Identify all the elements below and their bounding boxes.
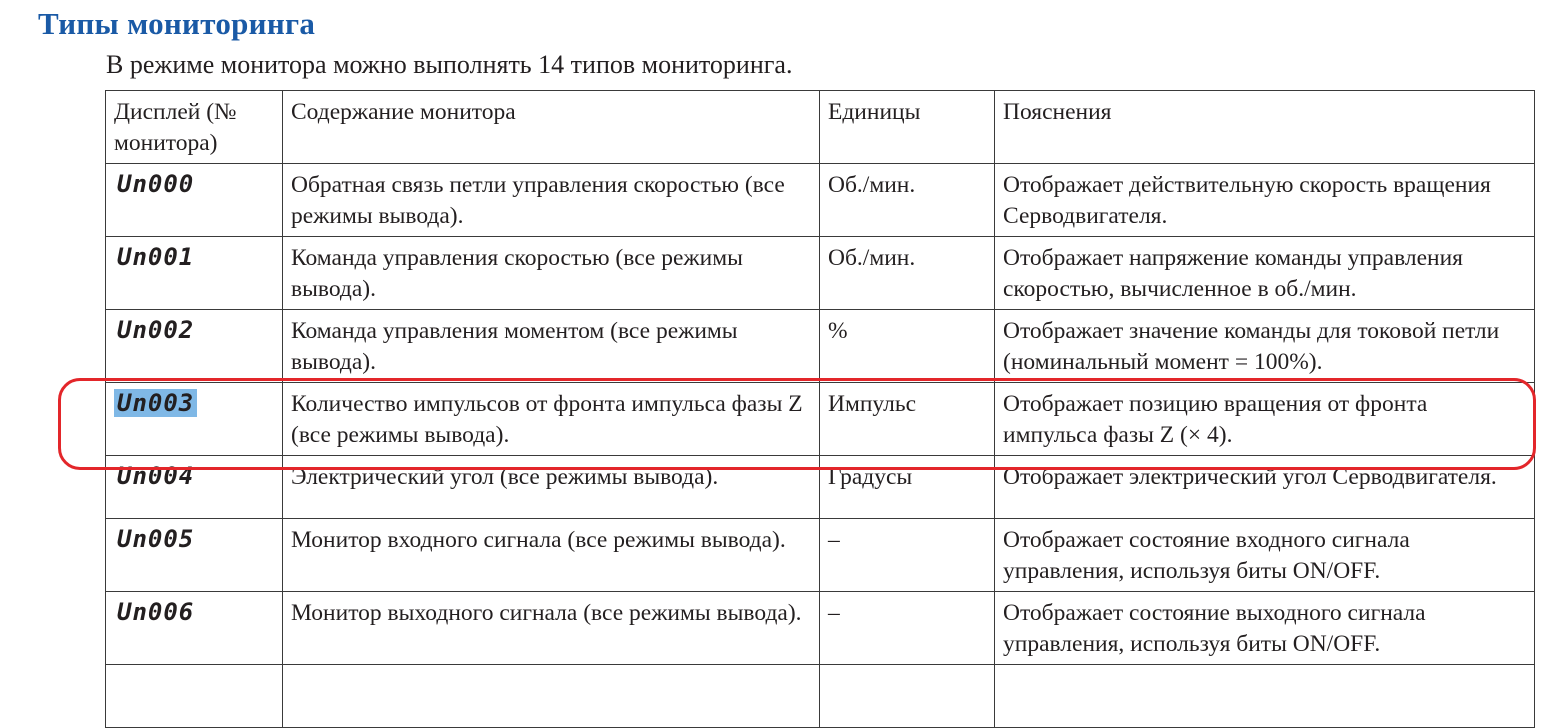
content-cell: Команда управления моментом (все режимы вывода). [283, 310, 820, 383]
units-cell: Об./мин. [820, 237, 995, 310]
seven-segment-code: Un000 [117, 170, 195, 198]
seven-segment-code: Un001 [117, 243, 195, 271]
table-row [106, 310, 1535, 383]
display-cell [106, 665, 283, 728]
column-header-content: Содержание монитора [283, 91, 820, 164]
seven-segment-code: Un006 [117, 598, 195, 626]
table-header-row [106, 91, 1535, 164]
table-row-highlighted [106, 383, 1535, 456]
units-cell: Импульс [820, 383, 995, 456]
notes-cell: Отображает напряжение команды управления скоростью, вычисленное в об./мин. [995, 237, 1535, 310]
content-cell: Команда управления скоростью (все режимы вывода). [283, 237, 820, 310]
table-row [106, 164, 1535, 237]
notes-cell: Отображает состояние выходного сигнала управления, используя биты ON/OFF. [995, 592, 1535, 665]
content-cell [283, 665, 820, 728]
content-cell: Монитор выходного сигнала (все режимы вывода). [283, 592, 820, 665]
display-cell [106, 164, 283, 237]
seven-segment-code: Un004 [117, 462, 195, 490]
units-cell: Об./мин. [820, 164, 995, 237]
display-cell [106, 310, 283, 383]
display-cell [106, 519, 283, 592]
column-header-units: Единицы [820, 91, 995, 164]
notes-cell [995, 665, 1535, 728]
table-row [106, 237, 1535, 310]
units-cell: – [820, 592, 995, 665]
units-cell: % [820, 310, 995, 383]
content-cell: Монитор входного сигнала (все режимы вывода). [283, 519, 820, 592]
notes-cell: Отображает состояние входного сигнала управления, используя биты ON/OFF. [995, 519, 1535, 592]
display-cell [106, 383, 283, 456]
table-row [106, 592, 1535, 665]
seven-segment-code: Un002 [117, 316, 195, 344]
column-header-notes: Пояснения [995, 91, 1535, 164]
intro-text: В режиме монитора можно выполнять 14 типов мониторинга. [106, 50, 793, 79]
display-cell [106, 592, 283, 665]
table-row [106, 519, 1535, 592]
units-cell [820, 665, 995, 728]
units-cell: – [820, 519, 995, 592]
notes-cell: Отображает действительную скорость вращения Серводвигателя. [995, 164, 1535, 237]
content-cell: Количество импульсов от фронта импульса фазы Z (все режимы вывода). [283, 383, 820, 456]
seven-segment-code: Un005 [117, 525, 195, 553]
table-row [106, 456, 1535, 519]
display-cell [106, 237, 283, 310]
content-cell: Обратная связь петли управления скоростью (все режимы вывода). [283, 164, 820, 237]
page-title: Типы мониторинга [38, 6, 316, 41]
monitor-types-table [105, 90, 1535, 728]
column-header-display: Дисплей (№ монитора) [106, 91, 283, 164]
notes-cell: Отображает электрический угол Серводвигателя. [995, 456, 1535, 519]
units-cell: Градусы [820, 456, 995, 519]
table-row-cutoff [106, 665, 1535, 728]
notes-cell: Отображает значение команды для токовой петли (номинальный момент = 100%). [995, 310, 1535, 383]
notes-cell: Отображает позицию вращения от фронта импульса фазы Z (× 4). [995, 383, 1535, 456]
seven-segment-code-selected[interactable]: Un003 [114, 389, 197, 417]
content-cell: Электрический угол (все режимы вывода). [283, 456, 820, 519]
display-cell [106, 456, 283, 519]
